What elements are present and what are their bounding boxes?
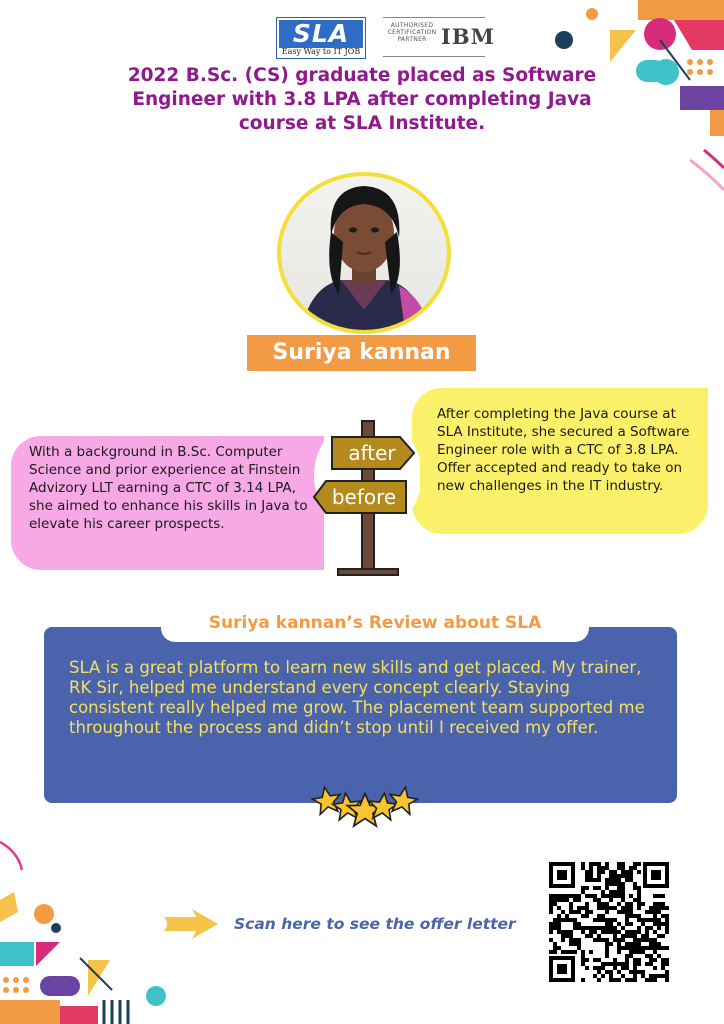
review-title: Suriya kannan’s Review about SLA bbox=[208, 613, 542, 633]
sla-logo-tagline: Easy Way to IT JOB bbox=[281, 47, 361, 56]
after-sign-label: after bbox=[348, 441, 396, 465]
headline: 2022 B.Sc. (CS) graduate placed as Software Engineer with 3.8 LPA after completing Java course at SLA Institute. bbox=[127, 65, 597, 134]
person-photo bbox=[281, 176, 447, 330]
star-icon bbox=[311, 785, 343, 815]
after-card bbox=[412, 388, 708, 534]
person-name: Suriya kannan bbox=[247, 335, 476, 371]
partner-caption: AUTHORISED CERTIFICATION PARTNER bbox=[387, 22, 437, 43]
qr-code[interactable] bbox=[547, 860, 671, 984]
sla-logo bbox=[276, 17, 366, 59]
rating-stars bbox=[311, 781, 419, 835]
before-card bbox=[11, 436, 324, 570]
scan-text[interactable]: Scan here to see the offer letter bbox=[234, 915, 516, 933]
ibm-partner-logo bbox=[383, 17, 495, 57]
review-text: SLA is a great platform to learn new skills and get placed. My trainer, RK Sir, helped me understand every concept clearly. Staying consistent really helped me grow. The placement team supported me throughout the process and didn’t stop until I received my offer. bbox=[69, 658, 645, 737]
avatar bbox=[277, 172, 451, 334]
before-sign-label: before bbox=[331, 485, 397, 509]
ibm-wordmark: IBM bbox=[441, 24, 495, 49]
before-text: With a background in B.Sc. Computer Science and prior experience at Finstein Advizory LLT earning a CTC of 3.14 LPA, she aimed to enhance his skills in Java to elevate his career prospects. bbox=[29, 444, 308, 532]
right-arrow-icon bbox=[162, 907, 220, 941]
star-icon bbox=[387, 785, 419, 815]
bottom-left-decoration bbox=[0, 830, 170, 1024]
sla-logo-text: SLA bbox=[279, 20, 363, 48]
after-text: After completing the Java course at SLA Institute, she secured a Software Engineer role with a CTC of 3.8 LPA. Offer accepted and ready to take on new challenges in the IT industry. bbox=[437, 406, 690, 494]
